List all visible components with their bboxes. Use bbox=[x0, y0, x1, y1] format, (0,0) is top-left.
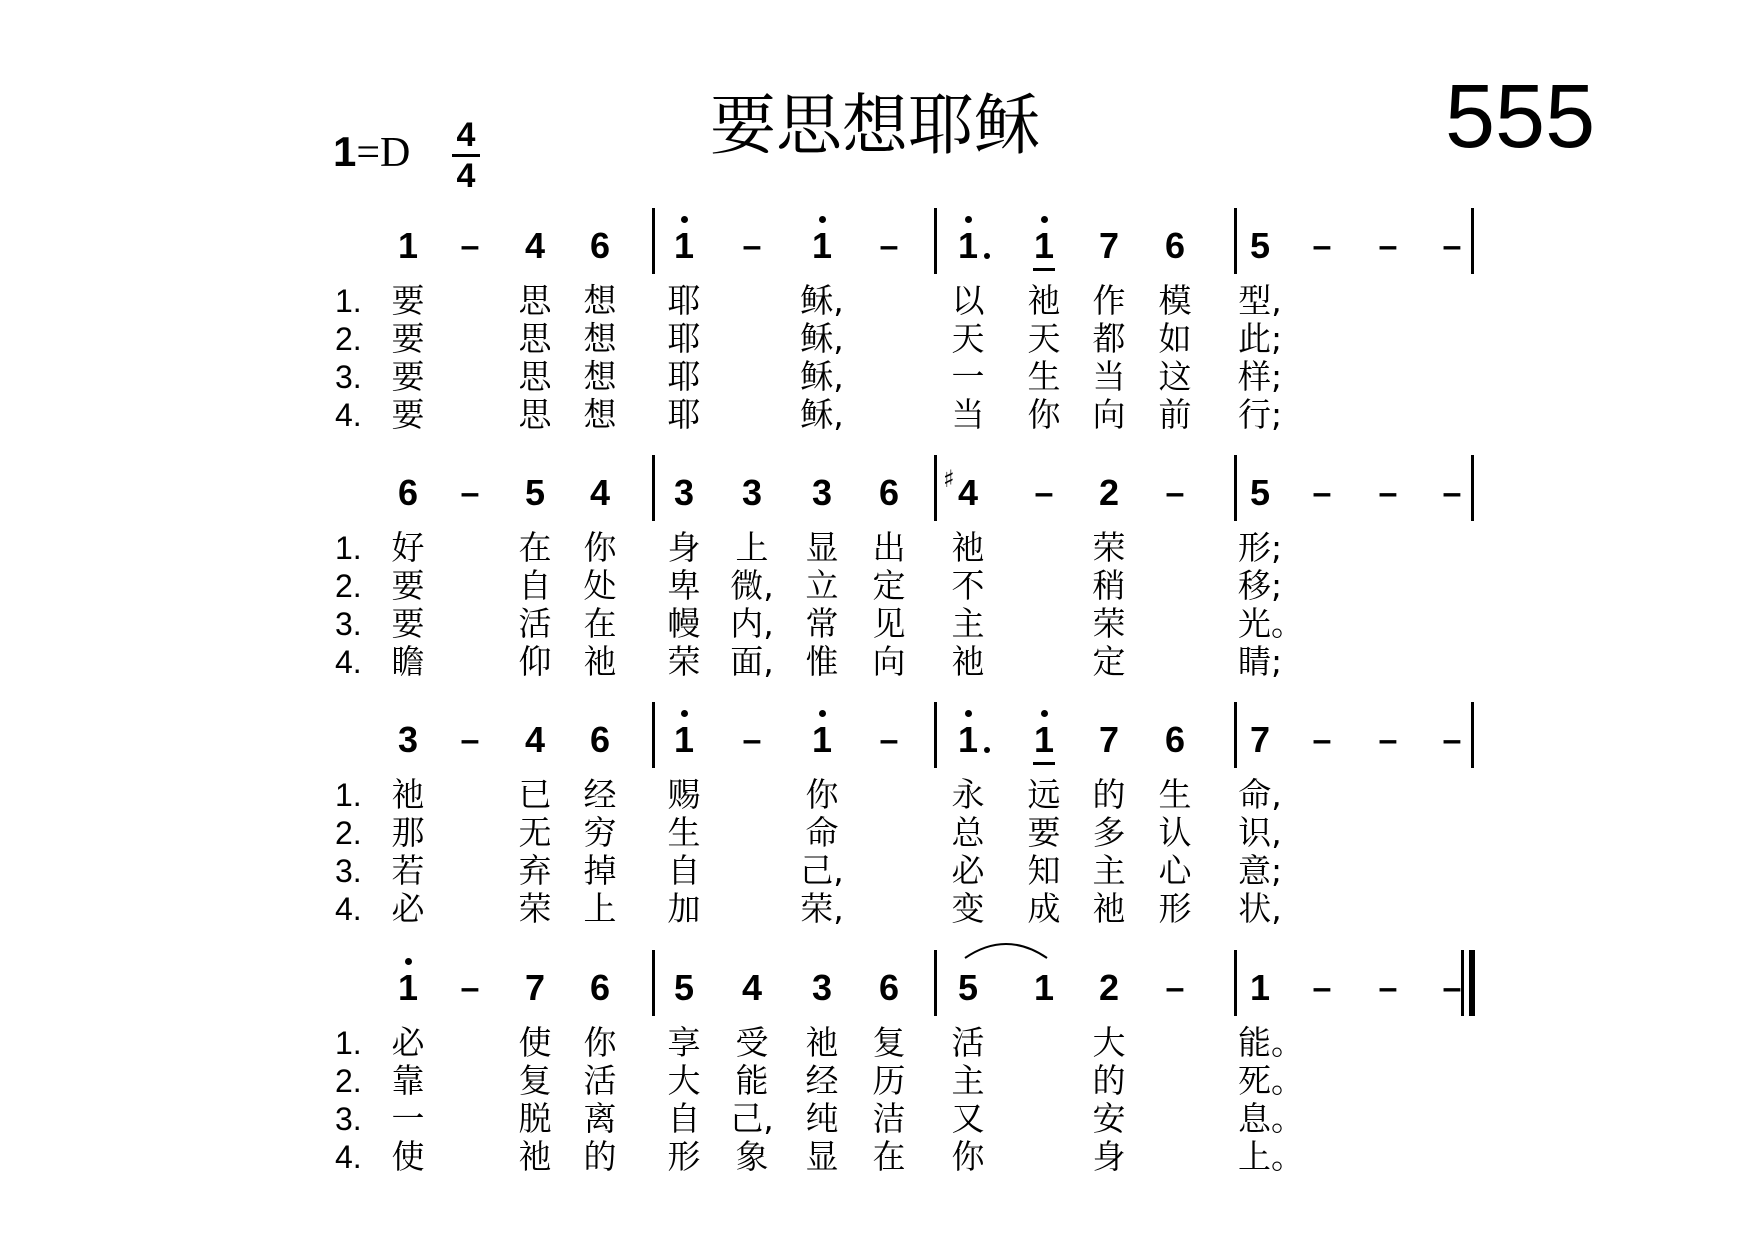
lyric-syllable: 耶 bbox=[667, 319, 701, 358]
lyric-syllable: 经 bbox=[805, 1061, 839, 1100]
note: 6 bbox=[589, 225, 611, 266]
lyric-syllable: 要 bbox=[391, 604, 425, 643]
lyric-syllable: 显 bbox=[805, 1137, 839, 1176]
note: 2 bbox=[1098, 472, 1120, 513]
lyric-syllable: 天 bbox=[951, 319, 985, 358]
lyric-syllable: 荣 bbox=[1092, 604, 1126, 643]
lyric-syllable: 形 bbox=[1158, 889, 1192, 928]
lyric-syllable: 微, bbox=[730, 566, 774, 605]
key-prefix: 1 bbox=[333, 128, 357, 175]
dash-note: – bbox=[879, 721, 899, 759]
octave-dot bbox=[965, 216, 972, 223]
verse-number: 3. bbox=[335, 359, 362, 395]
time-signature-upper: 4 bbox=[456, 116, 476, 154]
note: 6 bbox=[1164, 719, 1186, 760]
lyric-syllable: 型, bbox=[1238, 281, 1282, 320]
note: 3 bbox=[741, 472, 763, 513]
lyric-syllable: 变 bbox=[951, 889, 985, 928]
lyric-syllable: 复 bbox=[518, 1061, 552, 1100]
lyric-syllable: 在 bbox=[872, 1137, 906, 1176]
lyric-syllable: 又 bbox=[951, 1099, 985, 1138]
lyric-syllable: 那 bbox=[391, 813, 425, 852]
note: 3 bbox=[673, 472, 695, 513]
eighth-underline bbox=[1033, 762, 1055, 765]
verse-number: 2. bbox=[335, 321, 362, 357]
octave-dot bbox=[819, 216, 826, 223]
lyric-syllable: 享 bbox=[667, 1023, 701, 1062]
dash-note: – bbox=[879, 227, 899, 265]
lyric-syllable: 多 bbox=[1092, 813, 1126, 852]
lyric-syllable: 当 bbox=[1092, 357, 1126, 396]
note: 6 bbox=[397, 472, 419, 513]
barline bbox=[934, 208, 937, 274]
note: 4 bbox=[524, 225, 546, 266]
lyric-syllable: 当 bbox=[951, 395, 985, 434]
lyric-syllable: 历 bbox=[872, 1061, 906, 1100]
verse-number: 4. bbox=[335, 1139, 362, 1175]
dash-note: – bbox=[742, 227, 762, 265]
dash-note: – bbox=[460, 474, 480, 512]
barline bbox=[934, 950, 937, 1016]
lyric-syllable: 主 bbox=[951, 1061, 985, 1100]
hymn-title: 要思想耶稣 bbox=[710, 87, 1040, 164]
lyric-syllable: 这 bbox=[1158, 357, 1192, 396]
lyric-syllable: 掉 bbox=[583, 851, 617, 890]
note: 1 bbox=[811, 719, 833, 760]
lyric-syllable: 经 bbox=[583, 775, 617, 814]
note: 1 bbox=[397, 967, 419, 1008]
lyric-syllable: 离 bbox=[583, 1099, 617, 1138]
note: 1 bbox=[957, 225, 979, 266]
lyric-syllable: 身 bbox=[667, 528, 701, 567]
note: 3 bbox=[397, 719, 419, 760]
lyric-syllable: 此; bbox=[1238, 319, 1283, 358]
lyric-syllable: 纯 bbox=[805, 1099, 839, 1138]
lyric-syllable: 的 bbox=[1092, 1061, 1126, 1100]
time-signature-lower: 4 bbox=[456, 157, 476, 195]
lyric-syllable: 受 bbox=[735, 1023, 769, 1062]
lyric-syllable: 想 bbox=[583, 319, 617, 358]
note: 7 bbox=[1098, 719, 1120, 760]
lyric-syllable: 祂 bbox=[583, 642, 617, 681]
lyric-syllable: 想 bbox=[583, 395, 617, 434]
barline bbox=[1234, 455, 1237, 521]
lyric-syllable: 样; bbox=[1238, 357, 1283, 396]
verse-number: 3. bbox=[335, 853, 362, 889]
lyric-syllable: 仰 bbox=[518, 642, 552, 681]
lyric-syllable: 的 bbox=[1092, 775, 1126, 814]
note: 1 bbox=[1249, 967, 1271, 1008]
lyric-syllable: 必 bbox=[391, 1023, 425, 1062]
dash-note: – bbox=[1442, 474, 1462, 512]
lyric-syllable: 要 bbox=[391, 395, 425, 434]
lyric-syllable: 你 bbox=[583, 528, 617, 567]
dash-note: – bbox=[742, 721, 762, 759]
lyric-syllable: 脱 bbox=[518, 1099, 552, 1138]
verse-number: 4. bbox=[335, 644, 362, 680]
lyric-syllable: 模 bbox=[1158, 281, 1192, 320]
lyric-syllable: 死。 bbox=[1238, 1061, 1304, 1100]
lyric-syllable: 无 bbox=[518, 813, 552, 852]
verse-number: 4. bbox=[335, 397, 362, 433]
lyric-syllable: 稣, bbox=[800, 357, 844, 396]
lyric-syllable: 稣, bbox=[800, 281, 844, 320]
lyric-syllable: 形 bbox=[667, 1137, 701, 1176]
lyric-syllable: 上。 bbox=[1238, 1137, 1304, 1176]
octave-dot bbox=[681, 216, 688, 223]
lyric-syllable: 荣 bbox=[667, 642, 701, 681]
lyric-syllable: 自 bbox=[667, 851, 701, 890]
lyric-syllable: 使 bbox=[391, 1137, 425, 1176]
lyric-syllable: 行; bbox=[1238, 395, 1283, 434]
lyric-syllable: 好 bbox=[391, 528, 425, 567]
lyric-syllable: 要 bbox=[391, 357, 425, 396]
lyric-syllable: 的 bbox=[583, 1137, 617, 1176]
duration-dot bbox=[984, 747, 990, 753]
lyric-syllable: 见 bbox=[872, 604, 906, 643]
lyric-syllable: 你 bbox=[805, 775, 839, 814]
lyric-syllable: 幔 bbox=[667, 604, 701, 643]
note: 1 bbox=[397, 225, 419, 266]
lyric-syllable: 惟 bbox=[805, 642, 839, 681]
slur bbox=[963, 936, 1049, 960]
note: 1 bbox=[811, 225, 833, 266]
note: 5 bbox=[1249, 472, 1271, 513]
lyric-syllable: 主 bbox=[951, 604, 985, 643]
lyric-syllable: 靠 bbox=[391, 1061, 425, 1100]
barline bbox=[934, 455, 937, 521]
verse-number: 1. bbox=[335, 283, 362, 319]
lyric-syllable: 使 bbox=[518, 1023, 552, 1062]
lyric-syllable: 象 bbox=[735, 1137, 769, 1176]
lyric-syllable: 祂 bbox=[951, 642, 985, 681]
note: 5 bbox=[673, 967, 695, 1008]
octave-dot bbox=[965, 710, 972, 717]
lyric-syllable: 加 bbox=[667, 889, 701, 928]
lyric-syllable: 以 bbox=[951, 281, 985, 320]
lyric-syllable: 已 bbox=[518, 775, 552, 814]
lyric-syllable: 向 bbox=[1092, 395, 1126, 434]
lyric-syllable: 生 bbox=[1158, 775, 1192, 814]
lyric-syllable: 主 bbox=[1092, 851, 1126, 890]
lyric-syllable: 生 bbox=[1027, 357, 1061, 396]
lyric-syllable: 祂 bbox=[805, 1023, 839, 1062]
lyric-syllable: 一 bbox=[391, 1099, 425, 1138]
verse-number: 3. bbox=[335, 606, 362, 642]
note: 7 bbox=[1249, 719, 1271, 760]
note: 4 bbox=[957, 472, 979, 513]
note: 1 bbox=[673, 719, 695, 760]
lyric-syllable: 活 bbox=[518, 604, 552, 643]
lyric-syllable: 大 bbox=[667, 1061, 701, 1100]
lyric-syllable: 成 bbox=[1027, 889, 1061, 928]
lyric-syllable: 瞻 bbox=[391, 642, 425, 681]
lyric-syllable: 复 bbox=[872, 1023, 906, 1062]
barline bbox=[652, 702, 655, 768]
dash-note: – bbox=[1378, 474, 1398, 512]
lyric-syllable: 要 bbox=[391, 281, 425, 320]
lyric-syllable: 定 bbox=[872, 566, 906, 605]
hymn-number: 555 bbox=[1445, 67, 1596, 167]
lyric-syllable: 命, bbox=[1238, 775, 1282, 814]
note: 4 bbox=[741, 967, 763, 1008]
lyric-syllable: 耶 bbox=[667, 357, 701, 396]
barline bbox=[652, 455, 655, 521]
lyric-syllable: 稣, bbox=[800, 395, 844, 434]
note: 6 bbox=[589, 967, 611, 1008]
lyric-syllable: 祂 bbox=[518, 1137, 552, 1176]
lyric-syllable: 面, bbox=[730, 642, 774, 681]
barline bbox=[1234, 702, 1237, 768]
verse-number: 4. bbox=[335, 891, 362, 927]
key-signature bbox=[333, 128, 410, 177]
note: 1 bbox=[1033, 967, 1055, 1008]
lyric-syllable: 要 bbox=[391, 319, 425, 358]
octave-dot bbox=[1041, 710, 1048, 717]
lyric-syllable: 身 bbox=[1092, 1137, 1126, 1176]
lyric-syllable: 意; bbox=[1238, 851, 1283, 890]
lyric-syllable: 荣 bbox=[518, 889, 552, 928]
dash-note: – bbox=[460, 227, 480, 265]
time-signature bbox=[448, 118, 484, 193]
lyric-syllable: 卑 bbox=[667, 566, 701, 605]
duration-dot bbox=[984, 253, 990, 259]
lyric-syllable: 洁 bbox=[872, 1099, 906, 1138]
dash-note: – bbox=[1378, 721, 1398, 759]
barline bbox=[934, 702, 937, 768]
lyric-syllable: 能。 bbox=[1238, 1023, 1304, 1062]
lyric-syllable: 你 bbox=[583, 1023, 617, 1062]
dash-note: – bbox=[1165, 969, 1185, 1007]
dash-note: – bbox=[1312, 474, 1332, 512]
note: 3 bbox=[811, 967, 833, 1008]
verse-number: 2. bbox=[335, 1063, 362, 1099]
dash-note: – bbox=[1312, 721, 1332, 759]
lyric-syllable: 一 bbox=[951, 357, 985, 396]
lyric-syllable: 祂 bbox=[1092, 889, 1126, 928]
note: 3 bbox=[811, 472, 833, 513]
eighth-underline bbox=[1033, 268, 1055, 271]
lyric-syllable: 都 bbox=[1092, 319, 1126, 358]
lyric-syllable: 不 bbox=[951, 566, 985, 605]
verse-number: 1. bbox=[335, 1025, 362, 1061]
lyric-syllable: 你 bbox=[951, 1137, 985, 1176]
lyric-syllable: 睛; bbox=[1238, 642, 1283, 681]
lyric-syllable: 命 bbox=[805, 813, 839, 852]
lyric-syllable: 若 bbox=[391, 851, 425, 890]
lyric-syllable: 活 bbox=[951, 1023, 985, 1062]
lyric-syllable: 在 bbox=[583, 604, 617, 643]
lyric-syllable: 弃 bbox=[518, 851, 552, 890]
note: 1 bbox=[1033, 719, 1055, 760]
dash-note: – bbox=[1378, 227, 1398, 265]
lyric-syllable: 显 bbox=[805, 528, 839, 567]
lyric-syllable: 思 bbox=[518, 281, 552, 320]
lyric-syllable: 祂 bbox=[1027, 281, 1061, 320]
lyric-syllable: 自 bbox=[518, 566, 552, 605]
lyric-syllable: 前 bbox=[1158, 395, 1192, 434]
lyric-syllable: 状, bbox=[1238, 889, 1282, 928]
octave-dot bbox=[405, 958, 412, 965]
score-system bbox=[0, 208, 1754, 448]
key-text: =D bbox=[356, 130, 411, 176]
lyric-syllable: 想 bbox=[583, 281, 617, 320]
lyric-syllable: 要 bbox=[391, 566, 425, 605]
lyric-syllable: 如 bbox=[1158, 319, 1192, 358]
lyric-syllable: 上 bbox=[735, 528, 769, 567]
note: 4 bbox=[524, 719, 546, 760]
lyric-syllable: 生 bbox=[667, 813, 701, 852]
dash-note: – bbox=[1165, 474, 1185, 512]
lyric-syllable: 赐 bbox=[667, 775, 701, 814]
note: 2 bbox=[1098, 967, 1120, 1008]
lyric-syllable: 内, bbox=[730, 604, 774, 643]
lyric-syllable: 稣, bbox=[800, 319, 844, 358]
octave-dot bbox=[1041, 216, 1048, 223]
lyric-syllable: 移; bbox=[1238, 566, 1283, 605]
lyric-syllable: 总 bbox=[951, 813, 985, 852]
verse-number: 2. bbox=[335, 568, 362, 604]
barline bbox=[652, 950, 655, 1016]
lyric-syllable: 思 bbox=[518, 357, 552, 396]
barline bbox=[652, 208, 655, 274]
lyric-syllable: 活 bbox=[583, 1061, 617, 1100]
lyric-syllable: 天 bbox=[1027, 319, 1061, 358]
lyric-syllable: 出 bbox=[872, 528, 906, 567]
note: 5 bbox=[1249, 225, 1271, 266]
dash-note: – bbox=[460, 969, 480, 1007]
lyric-syllable: 知 bbox=[1027, 851, 1061, 890]
lyric-syllable: 己, bbox=[730, 1099, 774, 1138]
lyric-syllable: 作 bbox=[1092, 281, 1126, 320]
lyric-syllable: 荣, bbox=[800, 889, 844, 928]
lyric-syllable: 耶 bbox=[667, 281, 701, 320]
lyric-syllable: 己, bbox=[800, 851, 844, 890]
lyric-syllable: 大 bbox=[1092, 1023, 1126, 1062]
lyric-syllable: 稍 bbox=[1092, 566, 1126, 605]
note: 1 bbox=[957, 719, 979, 760]
barline bbox=[1234, 208, 1237, 274]
note: 7 bbox=[524, 967, 546, 1008]
lyric-syllable: 你 bbox=[1027, 395, 1061, 434]
lyric-syllable: 在 bbox=[518, 528, 552, 567]
lyric-syllable: 祂 bbox=[951, 528, 985, 567]
dash-note: – bbox=[1312, 227, 1332, 265]
lyric-syllable: 自 bbox=[667, 1099, 701, 1138]
lyric-syllable: 光。 bbox=[1238, 604, 1304, 643]
octave-dot bbox=[681, 710, 688, 717]
lyric-syllable: 上 bbox=[583, 889, 617, 928]
verse-number: 2. bbox=[335, 815, 362, 851]
note: 4 bbox=[589, 472, 611, 513]
sharp-sign: ♯ bbox=[943, 465, 955, 493]
lyric-syllable: 形; bbox=[1238, 528, 1283, 567]
lyric-syllable: 向 bbox=[872, 642, 906, 681]
verse-number: 1. bbox=[335, 530, 362, 566]
octave-dot bbox=[819, 710, 826, 717]
lyric-syllable: 荣 bbox=[1092, 528, 1126, 567]
lyric-syllable: 远 bbox=[1027, 775, 1061, 814]
score-system bbox=[0, 455, 1754, 695]
barline bbox=[1234, 950, 1237, 1016]
dash-note: – bbox=[1442, 721, 1462, 759]
note: 6 bbox=[878, 472, 900, 513]
note: 1 bbox=[1033, 225, 1055, 266]
lyric-syllable: 思 bbox=[518, 395, 552, 434]
verse-number: 1. bbox=[335, 777, 362, 813]
lyric-syllable: 常 bbox=[805, 604, 839, 643]
lyric-syllable: 安 bbox=[1092, 1099, 1126, 1138]
note: 6 bbox=[1164, 225, 1186, 266]
note: 5 bbox=[524, 472, 546, 513]
lyric-syllable: 认 bbox=[1158, 813, 1192, 852]
lyric-syllable: 定 bbox=[1092, 642, 1126, 681]
note: 7 bbox=[1098, 225, 1120, 266]
note: 1 bbox=[673, 225, 695, 266]
dash-note: – bbox=[1378, 969, 1398, 1007]
lyric-syllable: 要 bbox=[1027, 813, 1061, 852]
lyric-syllable: 祂 bbox=[391, 775, 425, 814]
note: 5 bbox=[957, 967, 979, 1008]
dash-note: – bbox=[1034, 474, 1054, 512]
lyric-syllable: 耶 bbox=[667, 395, 701, 434]
lyric-syllable: 处 bbox=[583, 566, 617, 605]
note: 6 bbox=[878, 967, 900, 1008]
lyric-syllable: 能 bbox=[735, 1061, 769, 1100]
lyric-syllable: 必 bbox=[391, 889, 425, 928]
lyric-syllable: 心 bbox=[1158, 851, 1192, 890]
score-system bbox=[0, 702, 1754, 942]
lyric-syllable: 必 bbox=[951, 851, 985, 890]
lyric-syllable: 穷 bbox=[583, 813, 617, 852]
verse-number: 3. bbox=[335, 1101, 362, 1137]
lyric-syllable: 永 bbox=[951, 775, 985, 814]
dash-note: – bbox=[1442, 969, 1462, 1007]
lyric-syllable: 立 bbox=[805, 566, 839, 605]
lyric-syllable: 息。 bbox=[1238, 1099, 1304, 1138]
lyric-syllable: 识, bbox=[1238, 813, 1282, 852]
lyric-syllable: 想 bbox=[583, 357, 617, 396]
lyric-syllable: 思 bbox=[518, 319, 552, 358]
dash-note: – bbox=[1442, 227, 1462, 265]
dash-note: – bbox=[460, 721, 480, 759]
dash-note: – bbox=[1312, 969, 1332, 1007]
score-system bbox=[0, 950, 1754, 1190]
note: 6 bbox=[589, 719, 611, 760]
